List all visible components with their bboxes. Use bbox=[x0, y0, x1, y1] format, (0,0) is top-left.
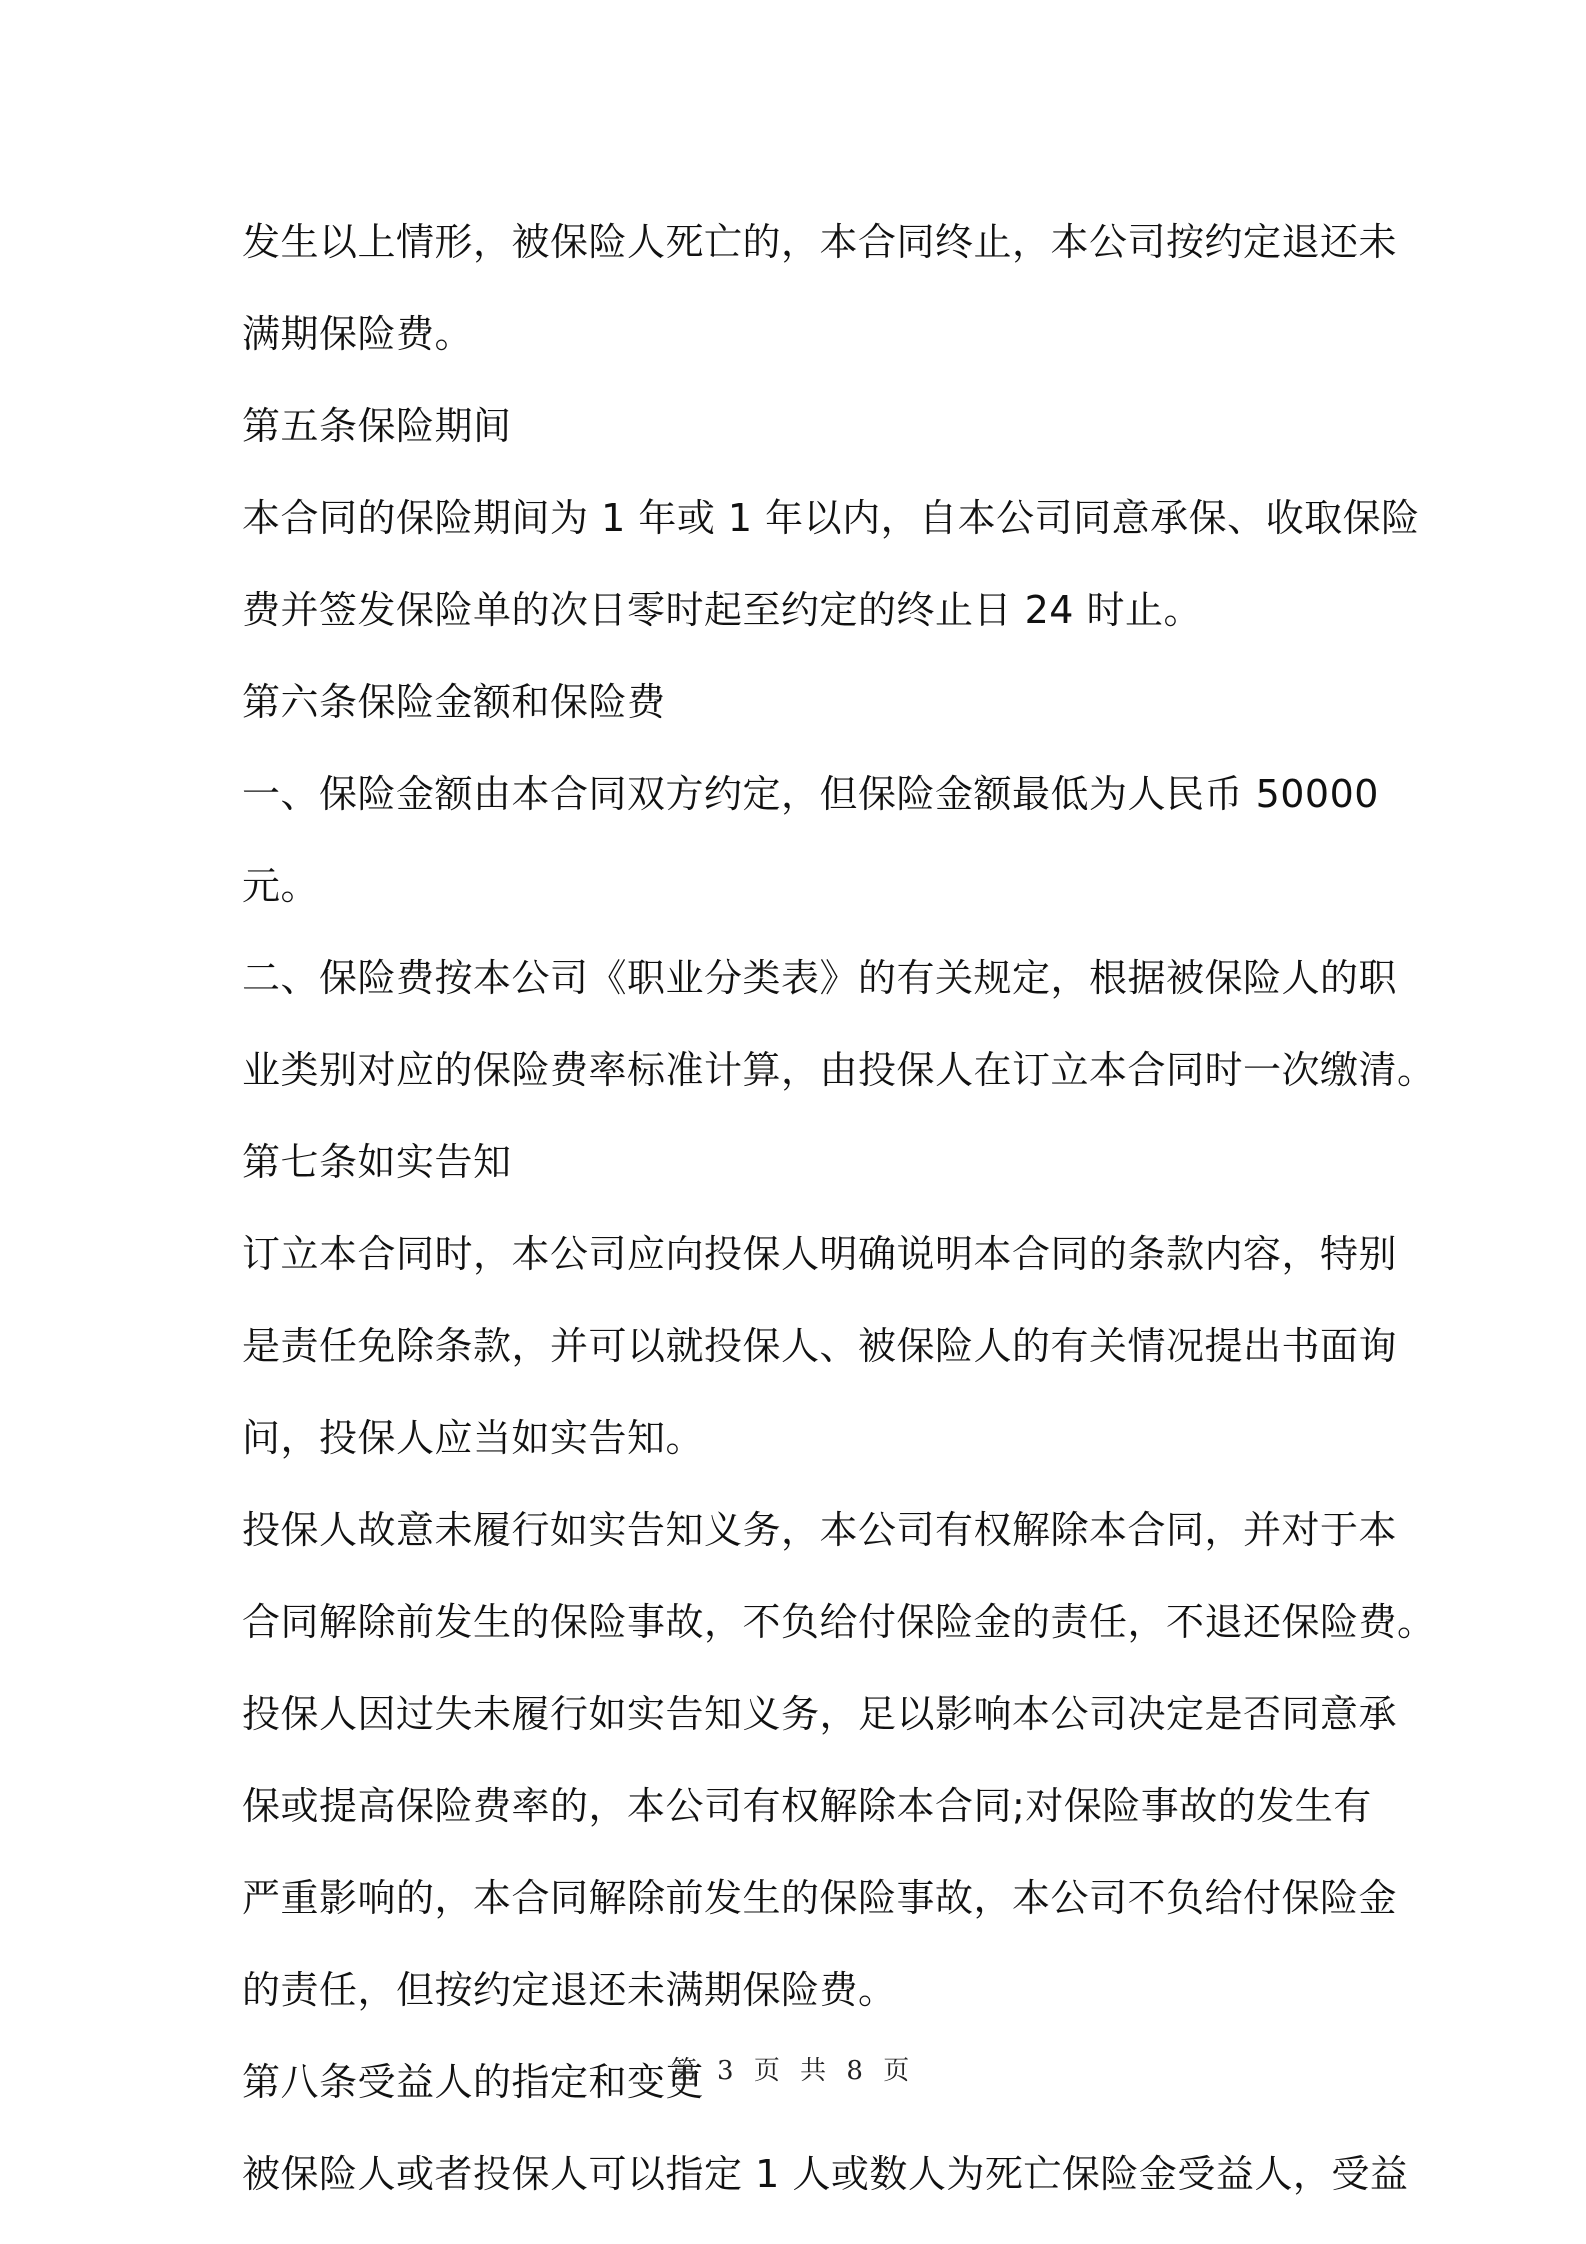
text-line: 问，投保人应当如实告知。 bbox=[242, 1416, 705, 1460]
text-line: 投保人因过失未履行如实告知义务，足以影响本公司决定是否同意承 bbox=[242, 1692, 1398, 1736]
text-line: 元。 bbox=[242, 864, 320, 908]
section-heading: 第八条受益人的指定和变更 bbox=[242, 2060, 705, 2104]
text-line: 一、保险金额由本合同双方约定，但保险金额最低为人民币 50000 bbox=[242, 772, 1379, 816]
text-line: 是责任免除条款，并可以就投保人、被保险人的有关情况提出书面询 bbox=[242, 1324, 1398, 1368]
text-line: 订立本合同时，本公司应向投保人明确说明本合同的条款内容，特别 bbox=[242, 1232, 1398, 1276]
section-heading: 第七条如实告知 bbox=[242, 1140, 512, 1184]
text-line: 发生以上情形，被保险人死亡的，本合同终止，本公司按约定退还未 bbox=[242, 220, 1398, 264]
text-line: 的责任，但按约定退还未满期保险费。 bbox=[242, 1968, 897, 2012]
text-line: 保或提高保险费率的，本公司有权解除本合同;对保险事故的发生有 bbox=[242, 1784, 1372, 1828]
text-line: 满期保险费。 bbox=[242, 312, 474, 356]
text-line: 被保险人或者投保人可以指定 1 人或数人为死亡保险金受益人，受益 bbox=[242, 2152, 1409, 2196]
page-number-footer: 第 3 页 共 8 页 bbox=[670, 2056, 916, 2086]
text-line: 业类别对应的保险费率标准计算，由投保人在订立本合同时一次缴清。 bbox=[242, 1048, 1436, 1092]
section-heading: 第五条保险期间 bbox=[242, 404, 512, 448]
text-line: 二、保险费按本公司《职业分类表》的有关规定，根据被保险人的职 bbox=[242, 956, 1398, 1000]
section-heading: 第六条保险金额和保险费 bbox=[242, 680, 666, 724]
text-line: 本合同的保险期间为 1 年或 1 年以内，自本公司同意承保、收取保险 bbox=[242, 496, 1420, 540]
text-line: 合同解除前发生的保险事故，不负给付保险金的责任，不退还保险费。 bbox=[242, 1600, 1436, 1644]
document-body bbox=[242, 196, 1436, 2220]
text-line: 投保人故意未履行如实告知义务，本公司有权解除本合同，并对于本 bbox=[242, 1508, 1398, 1552]
text-line: 费并签发保险单的次日零时起至约定的终止日 24 时止。 bbox=[242, 588, 1203, 632]
text-line: 严重影响的，本合同解除前发生的保险事故，本公司不负给付保险金 bbox=[242, 1876, 1398, 1920]
